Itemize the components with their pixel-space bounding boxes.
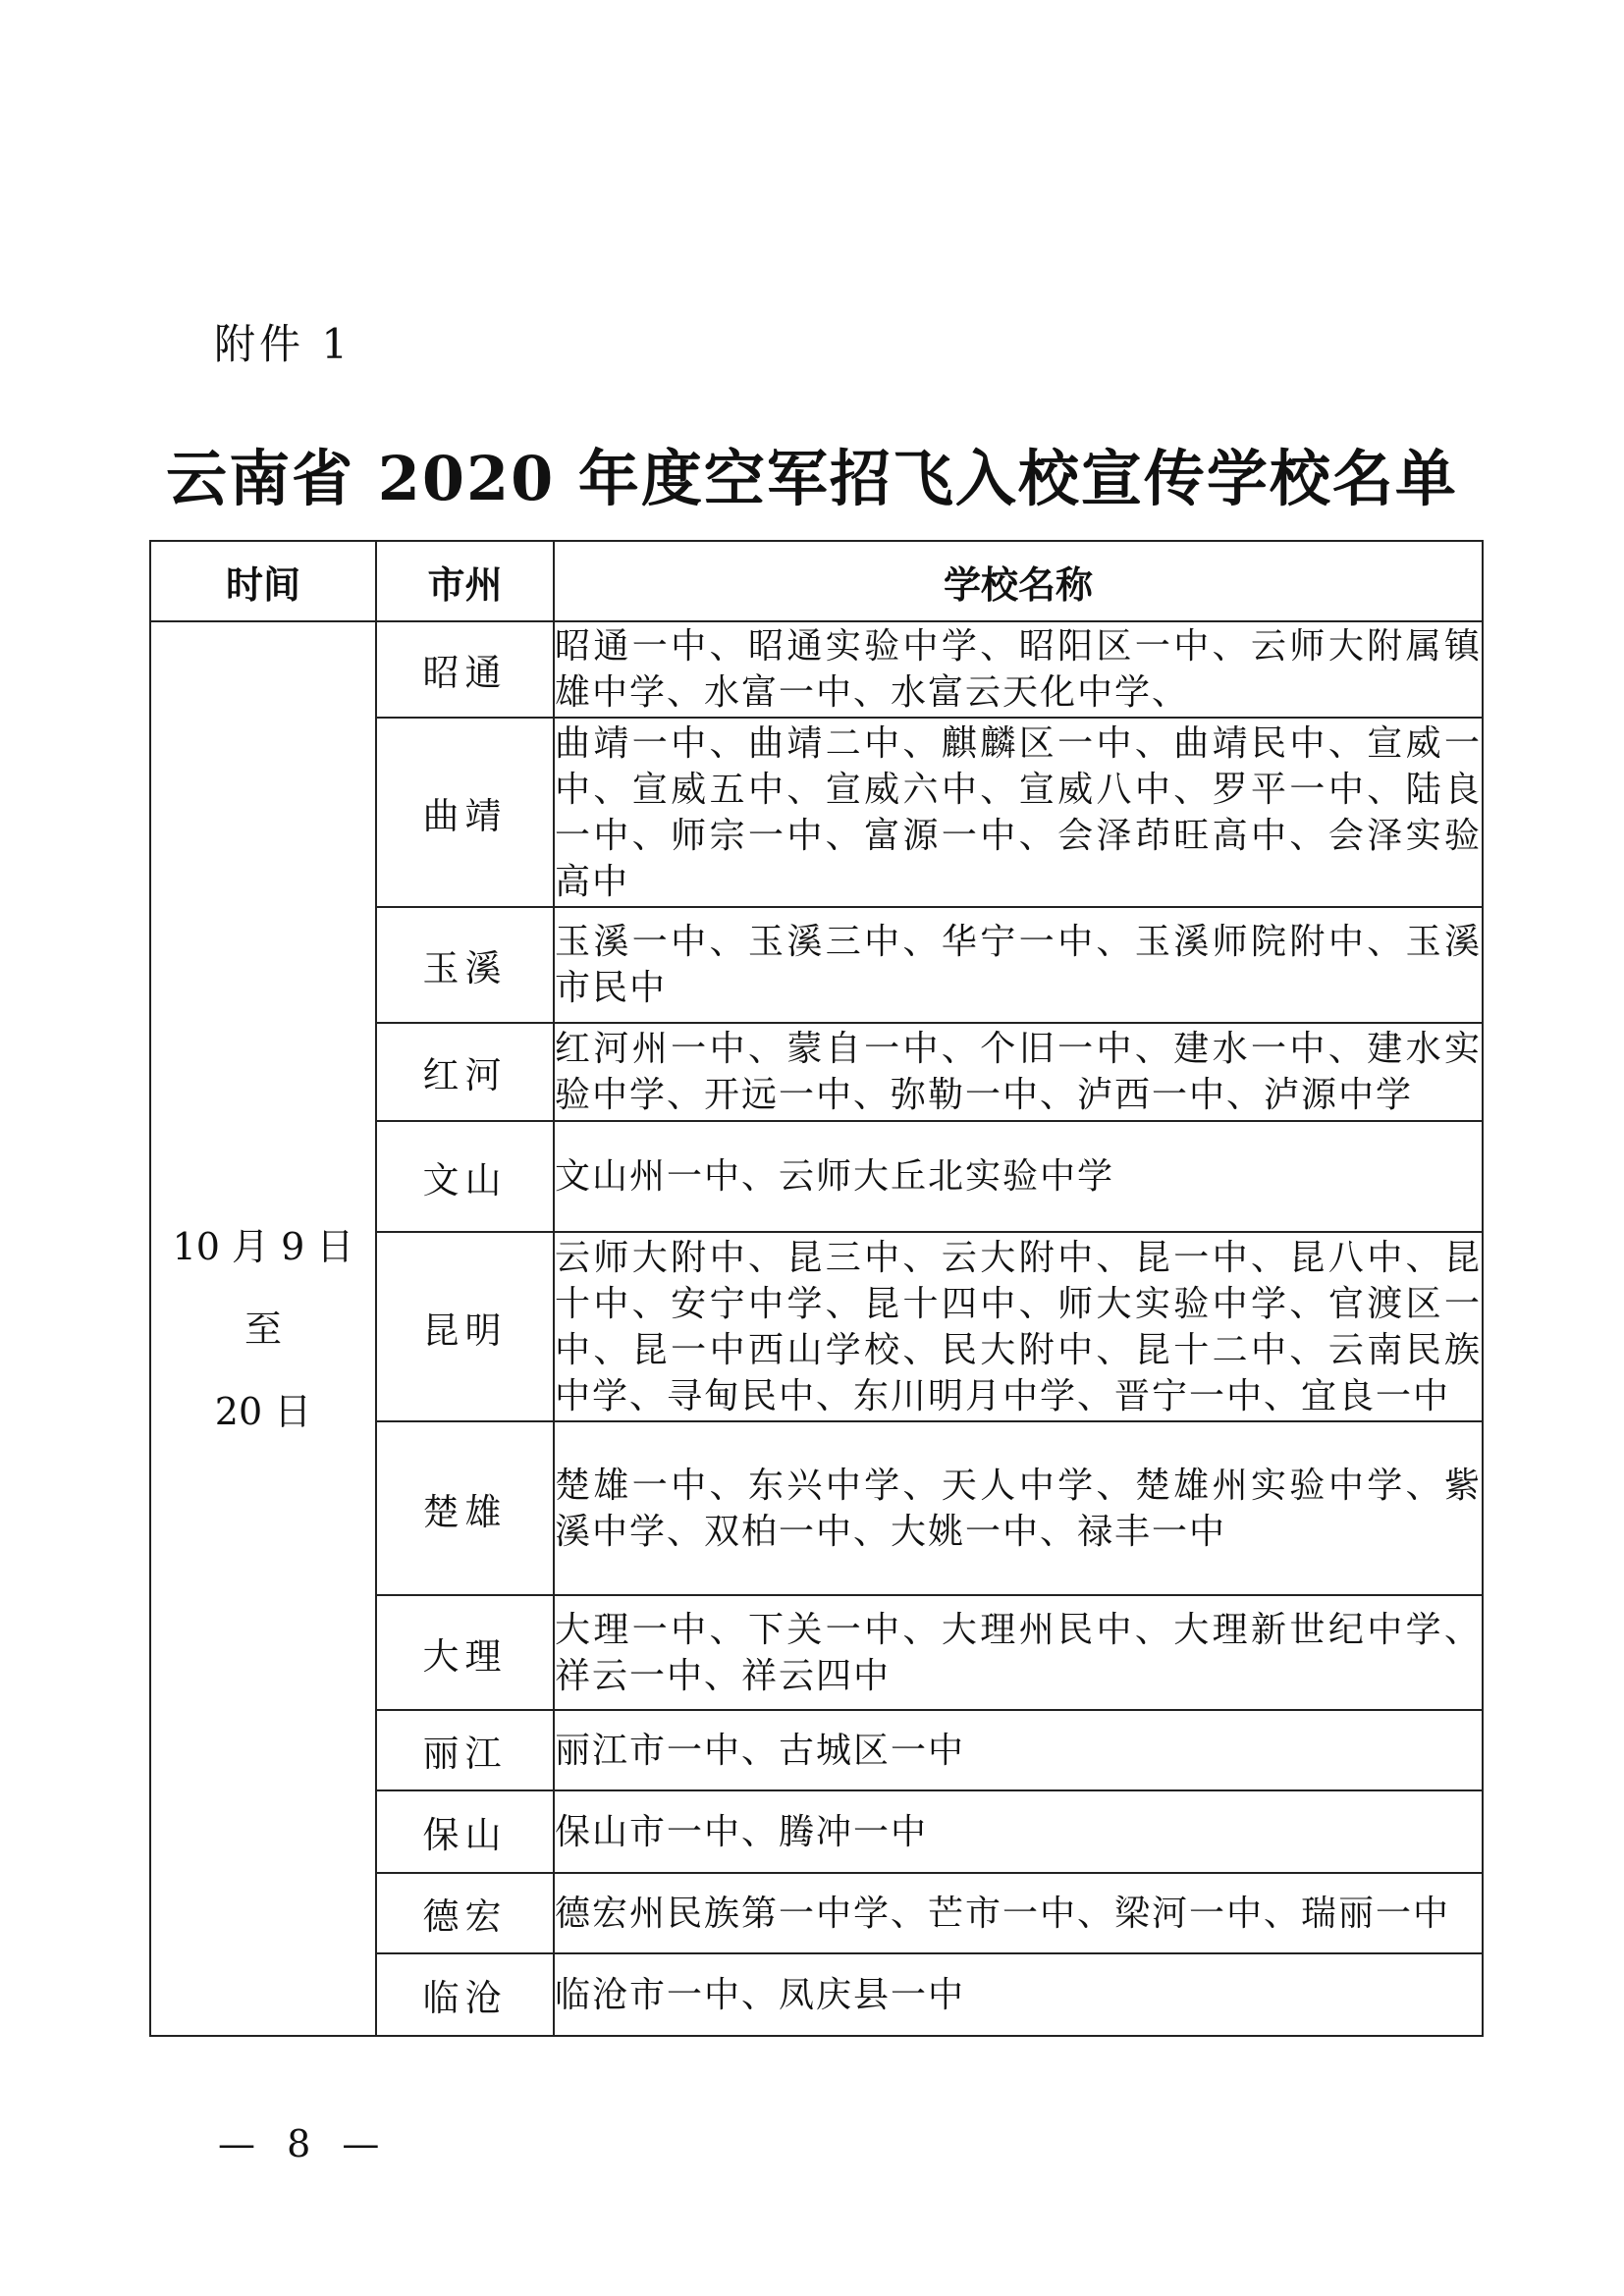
school-cell: 玉溪一中、玉溪三中、华宁一中、玉溪师院附中、玉溪市民中 <box>554 907 1483 1023</box>
city-cell: 保山 <box>376 1790 554 1873</box>
document-title: 云南省 2020 年度空军招飞入校宣传学校名单 <box>166 443 1458 514</box>
city-cell: 丽江 <box>376 1710 554 1790</box>
city-cell: 临沧 <box>376 1953 554 2036</box>
school-cell: 云师大附中、昆三中、云大附中、昆一中、昆八中、昆十中、安宁中学、昆十四中、师大实验中学、官渡区一中、昆一中西山学校、民大附中、昆十二中、云南民族中学、寻甸民中、东川明月中学、晋宁一中、宜良一中 <box>554 1232 1483 1421</box>
school-cell: 曲靖一中、曲靖二中、麒麟区一中、曲靖民中、宣威一中、宣威五中、宣威六中、宣威八中、罗平一中、陆良一中、师宗一中、富源一中、会泽茚旺高中、会泽实验高中 <box>554 718 1483 907</box>
school-cell: 临沧市一中、凤庆县一中 <box>554 1953 1483 2036</box>
city-cell: 昭通 <box>376 621 554 718</box>
school-cell: 丽江市一中、古城区一中 <box>554 1710 1483 1790</box>
time-start: 10 月 9 日 <box>172 1224 354 1268</box>
school-cell: 保山市一中、腾冲一中 <box>554 1790 1483 1873</box>
city-cell: 楚雄 <box>376 1421 554 1595</box>
page-number: — 8 — <box>218 2122 390 2165</box>
header-school: 学校名称 <box>554 541 1483 621</box>
city-cell: 玉溪 <box>376 907 554 1023</box>
school-cell: 楚雄一中、东兴中学、天人中学、楚雄州实验中学、紫溪中学、双柏一中、大姚一中、禄丰一中 <box>554 1421 1483 1595</box>
header-time: 时间 <box>150 541 376 621</box>
header-city: 市州 <box>376 541 554 621</box>
school-cell: 大理一中、下关一中、大理州民中、大理新世纪中学、祥云一中、祥云四中 <box>554 1595 1483 1710</box>
city-cell: 文山 <box>376 1121 554 1232</box>
school-cell: 德宏州民族第一中学、芒市一中、梁河一中、瑞丽一中 <box>554 1873 1483 1953</box>
school-list-table <box>149 540 1484 2037</box>
table-row <box>150 621 1483 718</box>
time-end: 20 日 <box>214 1389 312 1433</box>
city-cell: 曲靖 <box>376 718 554 907</box>
city-cell: 德宏 <box>376 1873 554 1953</box>
attachment-label: 附件 1 <box>214 320 352 368</box>
school-cell: 昭通一中、昭通实验中学、昭阳区一中、云师大附属镇雄中学、水富一中、水富云天化中学、 <box>554 621 1483 718</box>
time-cell <box>150 621 376 2036</box>
school-cell: 文山州一中、云师大丘北实验中学 <box>554 1121 1483 1232</box>
city-cell: 红河 <box>376 1023 554 1121</box>
school-cell: 红河州一中、蒙自一中、个旧一中、建水一中、建水实验中学、开远一中、弥勒一中、泸西一中、泸源中学 <box>554 1023 1483 1121</box>
city-cell: 昆明 <box>376 1232 554 1421</box>
city-cell: 大理 <box>376 1595 554 1710</box>
table-header-row <box>150 541 1483 621</box>
time-to: 至 <box>244 1307 282 1351</box>
